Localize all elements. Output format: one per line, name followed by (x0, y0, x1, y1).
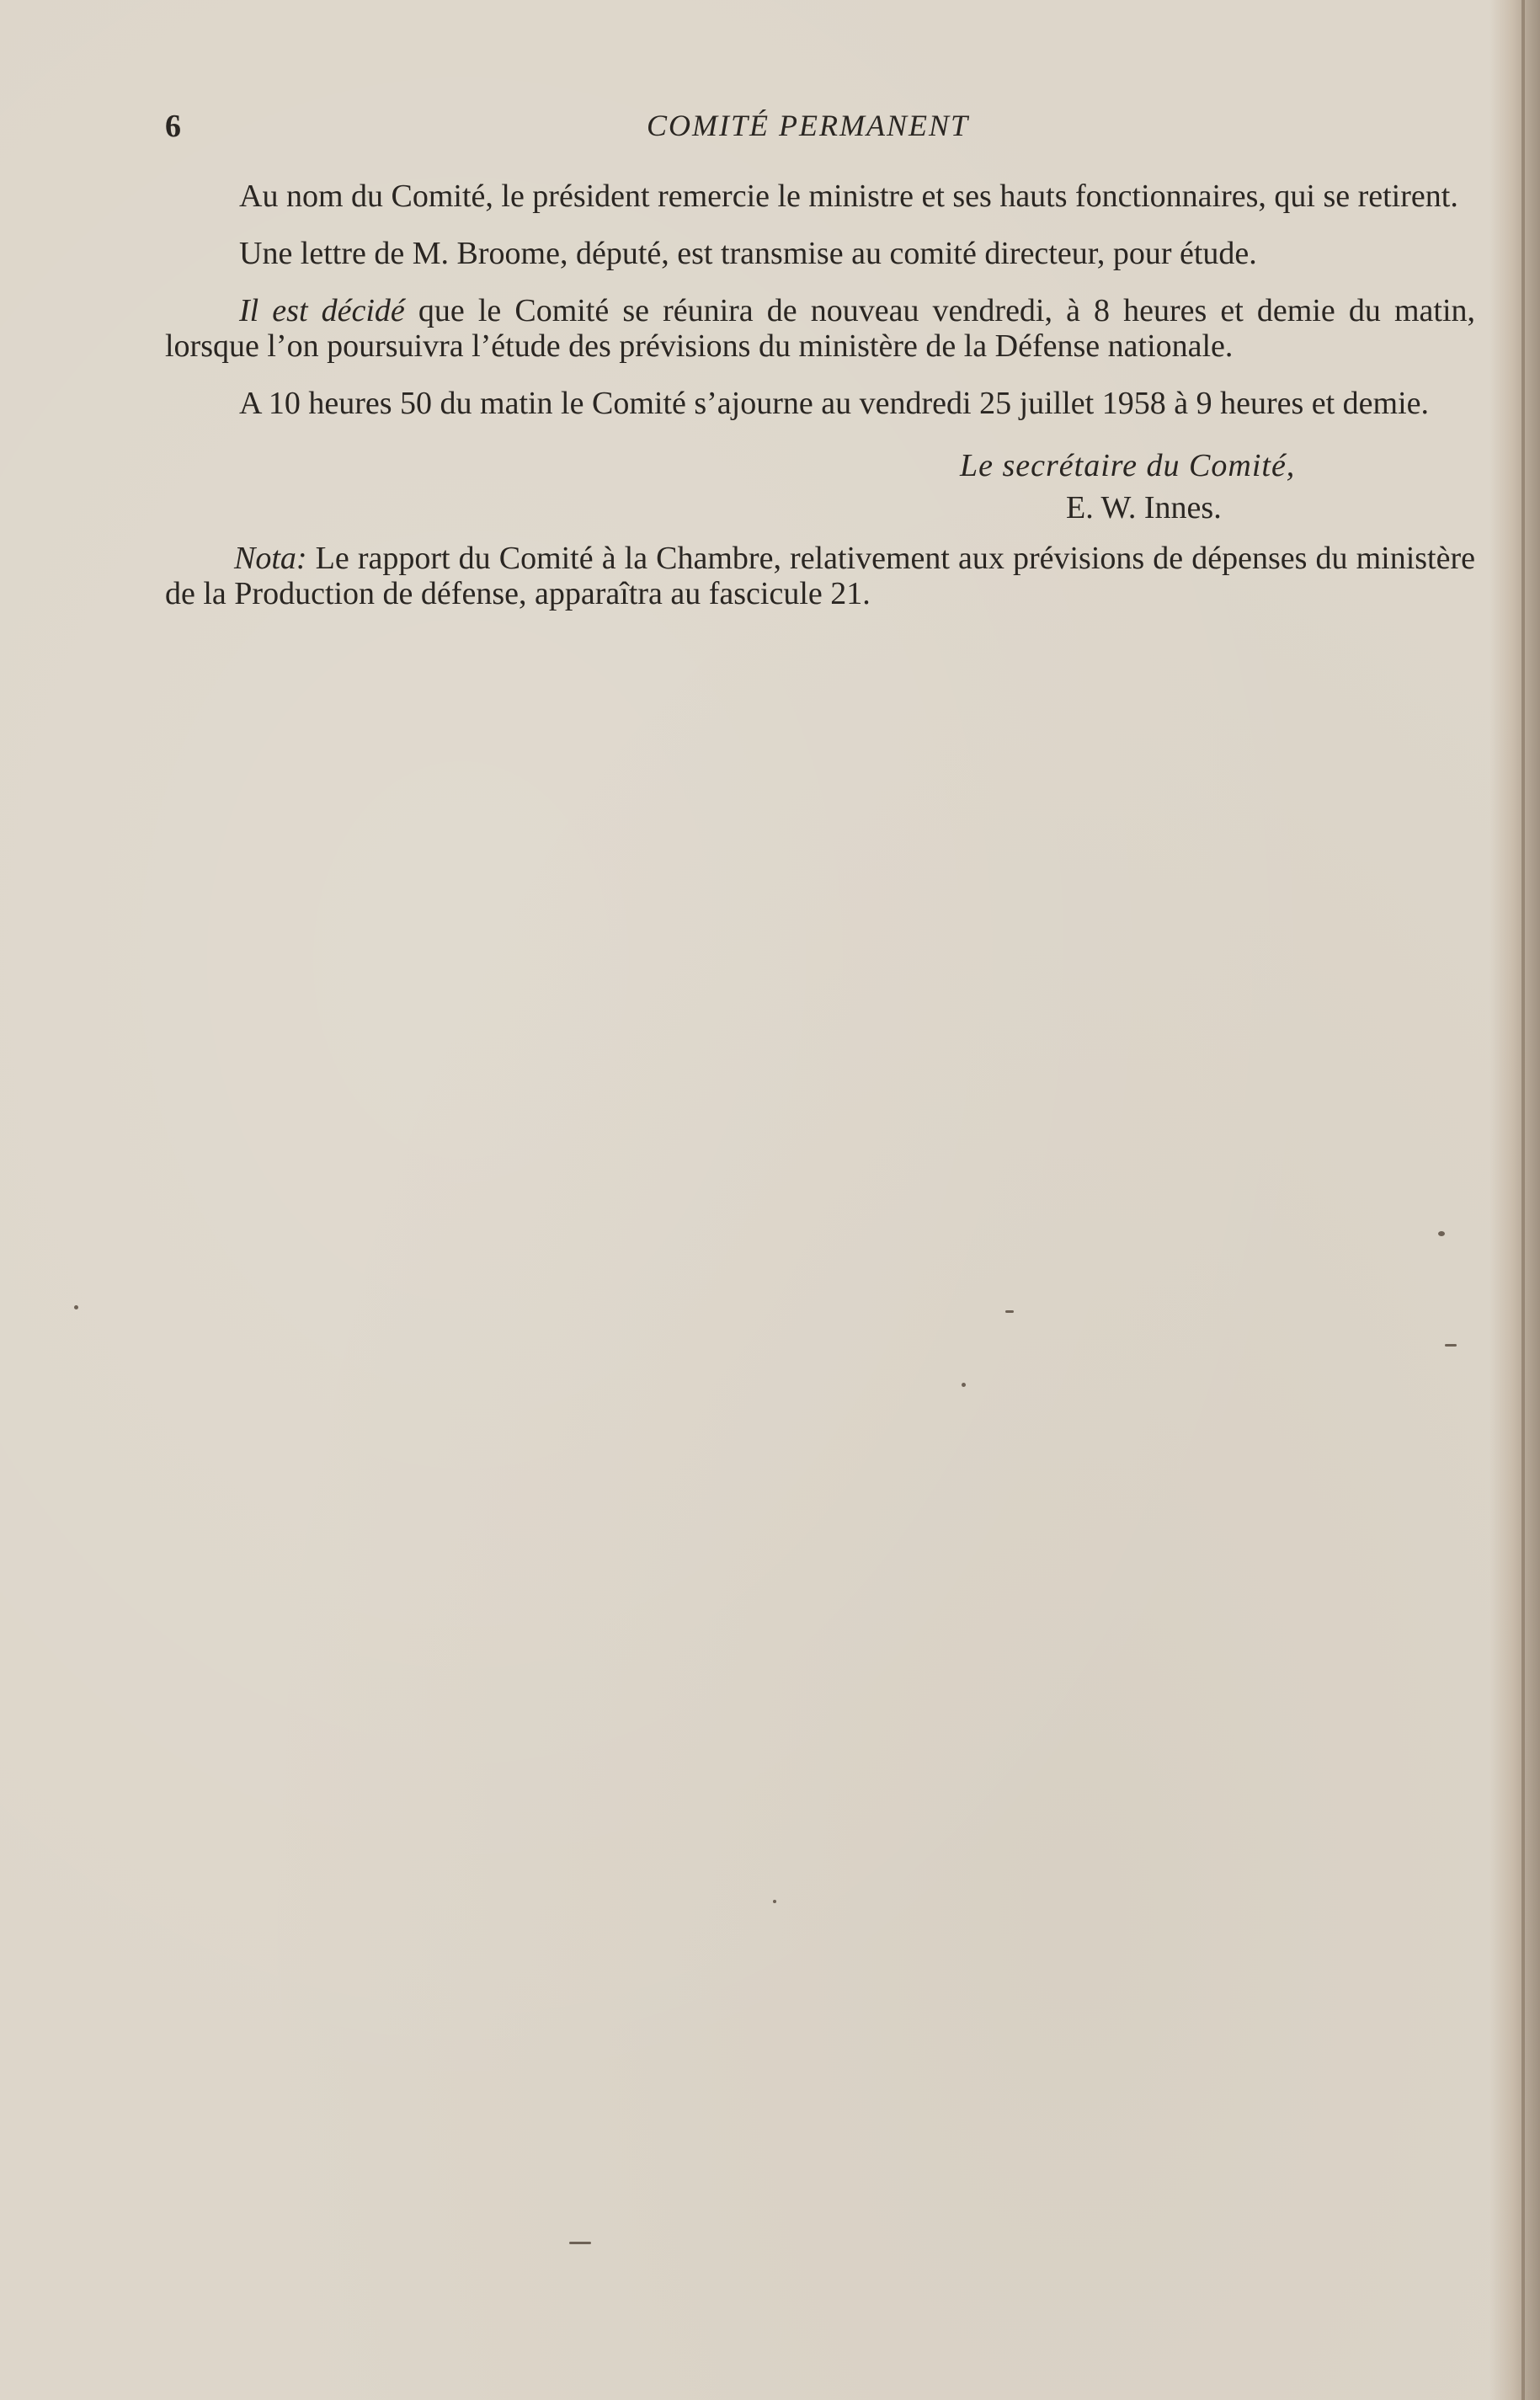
paper-speck (74, 1305, 78, 1309)
paragraph-letter: Une lettre de M. Broome, député, est transmise au comité directeur, pour étude. (239, 236, 1257, 271)
decision-text: que le Comité se réunira de nouveau vendredi, à 8 heures et demie du matin, lorsque l’on poursuivra l’étude des prévisions du ministère de la Défense nationale. (165, 293, 1475, 364)
page-number: 6 (165, 109, 181, 144)
decision-lead: Il est décidé (239, 293, 405, 328)
paragraph-adjournment: A 10 heures 50 du matin le Comité s’ajourne au vendredi 25 juillet 1958 à 9 heures et demie. (239, 386, 1430, 421)
page-edge-shadow (1489, 0, 1540, 2400)
paragraph-departure: Au nom du Comité, le président remercie le ministre et ses hauts fonctionnaires, qui se retirent. (239, 179, 1458, 214)
paper-speck (962, 1383, 966, 1387)
document-body (165, 179, 1475, 611)
paper-speck (1445, 1344, 1457, 1347)
paper-speck (1438, 1231, 1445, 1236)
signature-block (165, 445, 1475, 529)
paper-speck (1005, 1310, 1014, 1313)
signature-name: E. W. Innes. (1066, 490, 1222, 525)
paragraph-decision (165, 293, 1475, 364)
note-paragraph (165, 541, 1475, 611)
note-text: Le rapport du Comité à la Chambre, relativement aux prévisions de dépenses du ministère de la Production de défense, apparaîtra au fascicule 21. (165, 541, 1475, 611)
page-edge-line (1521, 0, 1525, 2400)
paper-speck (569, 2242, 591, 2244)
signature-title: Le secrétaire du Comité, (960, 448, 1296, 483)
note-label: Nota: (234, 541, 307, 576)
paper-speck (773, 1900, 776, 1903)
running-title: COMITÉ PERMANENT (647, 109, 969, 142)
